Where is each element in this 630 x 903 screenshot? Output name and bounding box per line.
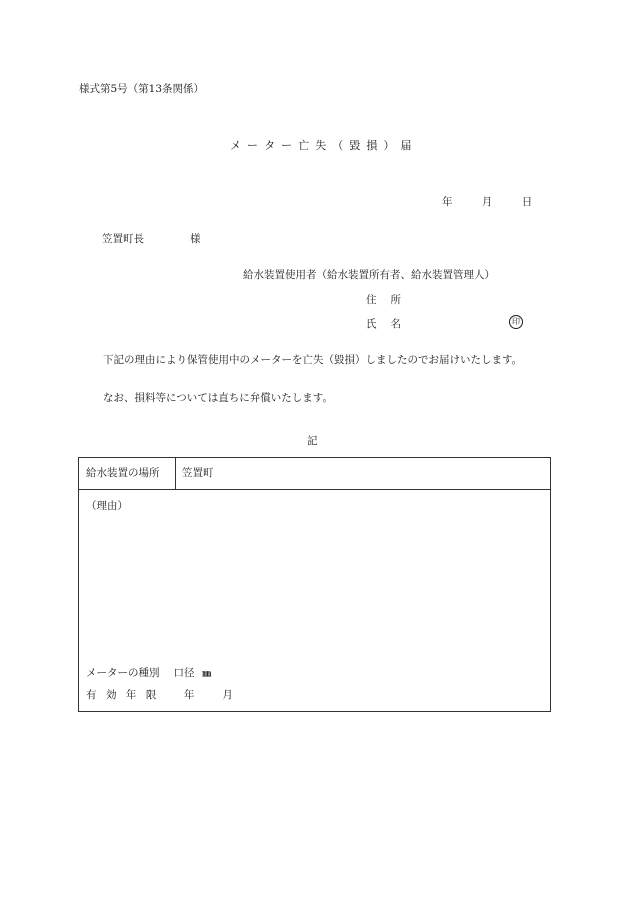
meter-type-line: [86, 665, 211, 680]
diameter-unit: ㎜: [202, 669, 212, 679]
valid-year-label: 年: [183, 689, 195, 701]
meter-type-label: メーターの種別: [86, 667, 160, 679]
name-label: 氏 名: [366, 318, 401, 330]
reason-label: （理由）: [86, 500, 128, 512]
body-paragraph-2: なお、損料等については直ちに弁償いたします。: [103, 392, 333, 404]
valid-period-line: [86, 687, 233, 702]
details-table: [78, 457, 551, 712]
body-paragraph-1: 下記の理由により保管使用中のメーターを亡失（毀損）しましたのでお届けいたします。: [103, 354, 523, 366]
location-row: [79, 458, 550, 490]
addressee: [102, 231, 201, 246]
diameter-label: 口径: [173, 667, 195, 679]
seal-mark: 印: [509, 315, 523, 329]
location-label: 給水装置の場所: [79, 458, 176, 489]
addressee-honorific: 様: [190, 233, 201, 245]
ki-heading: 記: [307, 435, 318, 447]
document-title: メーター亡失（毀損）届: [230, 139, 418, 152]
date-month-label: 月: [481, 196, 493, 208]
form-number: 様式第5号（第13条関係）: [79, 83, 205, 95]
applicant-heading: 給水装置使用者（給水装置所有者、給水装置管理人）: [243, 269, 495, 281]
date-day-label: 日: [521, 196, 533, 208]
address-label: 住 所: [366, 294, 401, 306]
valid-period-label: 有効年限: [86, 689, 166, 701]
location-value: 笠置町: [182, 467, 214, 479]
valid-month-label: 月: [222, 689, 233, 701]
date-line: [442, 194, 532, 209]
date-year-label: 年: [442, 196, 453, 208]
addressee-name: 笠置町長: [102, 233, 144, 245]
